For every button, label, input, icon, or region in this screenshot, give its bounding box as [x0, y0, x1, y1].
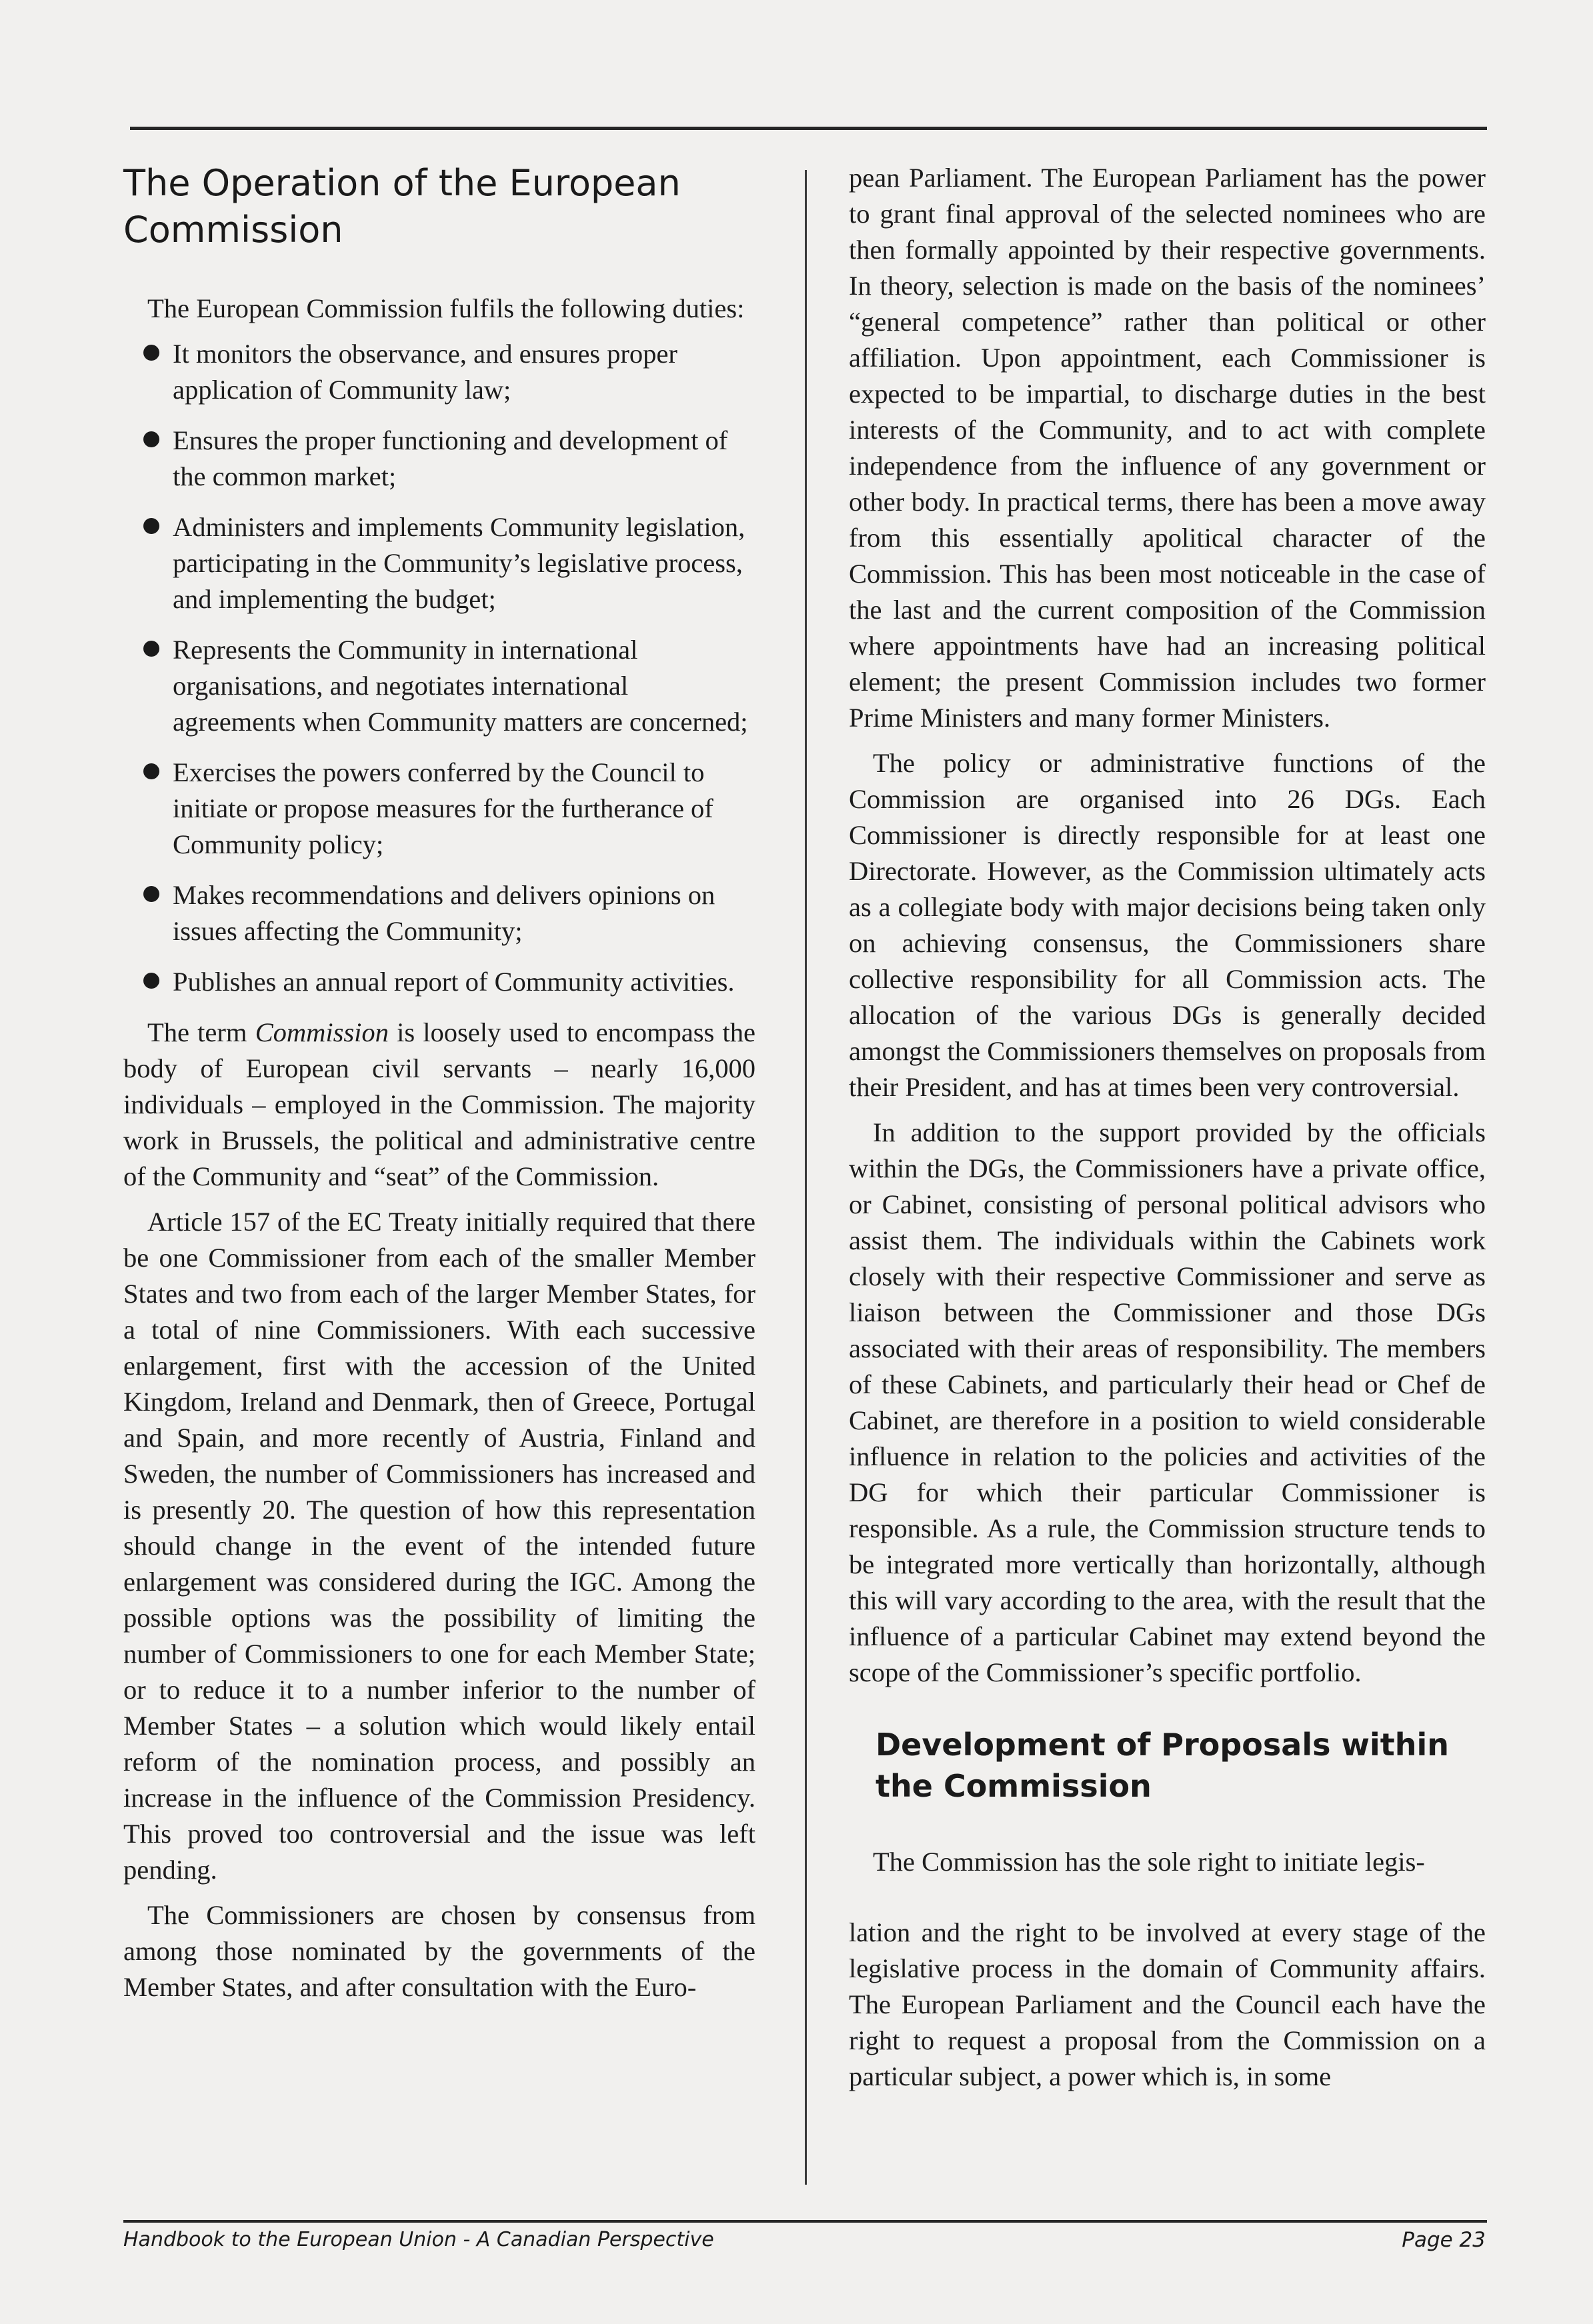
list-item [123, 755, 755, 863]
section-heading: The Operation of the European Commission [123, 162, 681, 251]
list-item [123, 964, 755, 1000]
list-item-text: Exercises the powers conferred by the Council to initiate or propose measures for the furtherance of Community policy; [173, 757, 713, 859]
column-divider [805, 170, 807, 2185]
article-paragraph: Article 157 of the EC Treaty initially required that there be one Commissioner from each of the smaller Member States and two from each of the larger Member States, for a total of nine Commissioners. With each successive enlargement, first with the accession of the United Kingdom, Ireland and Denmark, then of Greece, Portugal and Spain, and more recently of Austria, Finland and Sweden, the number of Commissioners has increased and is presently 20. The question of how this representation should change in the event of the intended future enlargement was considered during the IGC. Among the possible options was the possibility of limiting the number of Commissioners to one for each Member State; or to reduce it to a number inferior to the number of Member States – a solution which would likely entail reform of the nomination process, and possibly an increase in the influence of the Commission Presidency. This proved too controversial and the issue was left pending. [123, 1207, 755, 1885]
list-item [123, 877, 755, 949]
sole-right-paragraph-continued: lation and the right to be involved at every stage of the legislative process in the domain of Community affairs. The European Parliament and the Council each have the right to request a proposal from the Commission on a particular subject, a power which is, in some [849, 1917, 1486, 2091]
list-item-text: Makes recommendations and delivers opinions on issues affecting the Community; [173, 880, 715, 946]
list-item-text: Publishes an annual report of Community activities. [173, 967, 735, 997]
subsection-heading: Development of Proposals within the Commission [876, 1727, 1450, 1804]
support-paragraph: In addition to the support provided by the officials within the DGs, the Commissioners have a private office, or Cabinet, consisting of personal political advisors who assist them. The individuals within the Cabinets work closely with their respective Commissioner and serve as liaison between the Commissioner and those DGs associated with their areas of responsibility. The members of these Cabinets, and particularly their head or Chef de Cabinet, are therefore in a position to wield considerable influence in relation to the policies and activities of the DG for which their particular Commissioner is responsible. As a rule, the Commission structure tends to be integrated more vertically than horizontally, although this will vary according to the area, with the result that the influence of a particular Cabinet may extend beyond the scope of the Commissioner’s specific portfolio. [849, 1117, 1486, 1687]
term-paragraph [123, 1015, 755, 1195]
continued-paragraph: pean Parliament. The European Parliament has the power to grant final approval of the selected nominees who are then formally appointed by their respective governments. In theory, selection is made on the basis of the nominees’ “general competence” rather than political or other affiliation. Upon appointment, each Commissioner is expected to be impartial, to discharge duties in the best interests of the Community, and to act with complete independence from the influence of any government or other body. In practical terms, there has been a move away from this essentially apolitical character of the Commission. This has been most noticeable in the case of the last and the current composition of the Commission where appointments have had an increasing political element; the present Commission includes two former Prime Ministers and many former Ministers. [849, 163, 1486, 733]
list-item [123, 632, 755, 740]
list-item-text: Represents the Community in international organisations, and negotiates international agreements when Community matters are concerned; [173, 635, 748, 737]
term-paragraph-start: The term [147, 1017, 255, 1047]
bullet-icon [143, 345, 159, 361]
bullet-icon [143, 886, 159, 902]
sole-right-paragraph-start: The Commission has the sole right to initiate legis- [873, 1847, 1425, 1877]
policy-paragraph: The policy or administrative functions of the Commission are organised into 26 DGs. Each Commissioner is directly responsible for at least one Directorate. However, as the Commission ultimately acts as a collegiate body with major decisions being taken only on achieving consensus, the Commissioners share collective responsibility for all Commission acts. The allocation of the various DGs is generally decided amongst the Commissioners themselves on proposals from their President, and has at times been very controversial. [849, 748, 1486, 1102]
bullet-icon [143, 763, 159, 779]
left-column [123, 160, 755, 2015]
right-column [849, 160, 1486, 2104]
list-item [123, 336, 755, 408]
footer-title: Handbook to the European Union - A Canadian Perspective [123, 2228, 714, 2251]
bullet-icon [143, 641, 159, 657]
term-paragraph-end: is loosely used to encompass the body of European civil servants – nearly 16,000 individuals – employed in the Commission. The majority work in Brussels, the political and administrative centre of the Community and “seat” of the Commission. [123, 1017, 755, 1191]
term-emphasis: Commission [255, 1017, 389, 1047]
bullet-icon [143, 518, 159, 534]
chosen-paragraph: The Commissioners are chosen by consensus from among those nominated by the governments of the Member States, and after consultation with the Euro- [123, 1900, 755, 2002]
list-item [123, 423, 755, 495]
footer-rule [123, 2220, 1487, 2223]
bullet-icon [143, 431, 159, 447]
list-item-text: Administers and implements Community legislation, participating in the Community’s legislative process, and implementing the budget; [173, 512, 745, 614]
intro-paragraph: The European Commission fulfils the following duties: [147, 293, 745, 323]
duties-list [123, 336, 755, 1000]
page-number: Page 23 [1402, 2228, 1486, 2252]
list-item [123, 509, 755, 617]
list-item-text: It monitors the observance, and ensures proper application of Community law; [173, 339, 677, 405]
list-item-text: Ensures the proper functioning and development of the common market; [173, 425, 728, 491]
top-rule [130, 127, 1487, 130]
bullet-icon [143, 973, 159, 989]
